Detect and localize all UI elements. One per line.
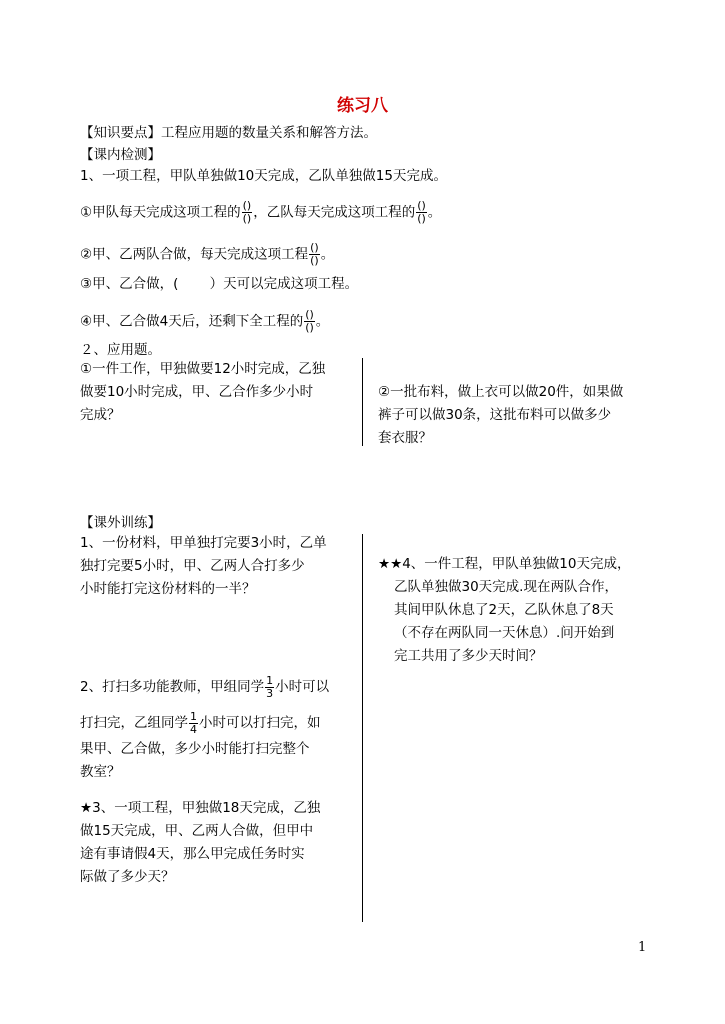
q1-sub3: ③甲、乙合做，( ）天可以完成这项工程。 <box>80 276 359 292</box>
app-problem-2 <box>378 381 623 450</box>
q1-sub4-fraction <box>304 309 315 334</box>
app2-line: 裤子可以做30条，这批布料可以做多少 <box>378 407 612 423</box>
extra-problem-4 <box>378 553 630 668</box>
fraction-numerator: () <box>417 199 426 212</box>
ex2-text: 小时可以打扫完，如 <box>199 715 321 731</box>
ex2-line-4: 教室？ <box>80 764 121 780</box>
ex2-fraction-quarter <box>189 711 198 736</box>
knowledge-point: 【知识要点】工程应用题的数量关系和解答方法。 <box>80 125 377 141</box>
ex2-line-1 <box>80 670 329 704</box>
q1-sub2-end: 。 <box>320 246 335 263</box>
fraction-denominator: () <box>417 212 426 225</box>
column-divider-bottom <box>362 534 363 922</box>
ex2-line-3: 果甲、乙合做，多少小时能打扫完整个 <box>80 741 310 757</box>
fraction-denominator: () <box>242 212 252 225</box>
q1-sub2-text: ②甲、乙两队合做，每天完成这项工程 <box>80 246 309 263</box>
app1-line: ①一件工作，甲独做要12小时完成，乙独 <box>80 361 326 377</box>
app1-line: 做要10小时完成，甲、乙合作多少小时 <box>80 384 314 400</box>
ex3-line: 做15天完成，甲、乙两人合做，但甲中 <box>80 823 314 839</box>
fraction-numerator: () <box>242 199 252 212</box>
ex2-text: 2、打扫多功能教师，甲组同学 <box>80 679 265 695</box>
ex3-line: 途有事请假4天，那么甲完成任务时实 <box>80 846 305 862</box>
extra-training-header: 【课外训练】 <box>80 515 161 531</box>
q1-sub4-end: 。 <box>315 313 330 330</box>
q1-sub4-text: ④甲、乙合做4天后，还剩下全工程的 <box>80 313 304 330</box>
extra-problem-2 <box>80 670 329 784</box>
fraction-denominator: () <box>305 321 314 334</box>
fraction-numerator: 1 <box>190 709 197 723</box>
ex4-line: 乙队单独做30天完成.现在两队合作， <box>394 579 618 595</box>
q1-sub1 <box>80 200 441 225</box>
q1-sub4 <box>80 309 329 334</box>
fraction-numerator: 1 <box>266 673 274 687</box>
ex4-line: （不存在两队同一天休息）.问开始到 <box>394 625 615 641</box>
q1-sub2 <box>80 242 334 267</box>
ex2-text: 小时可以 <box>275 679 330 695</box>
page-title: 练习八 <box>337 96 388 116</box>
fraction-denominator: 3 <box>266 686 274 700</box>
app2-line: 套衣服？ <box>378 430 432 446</box>
q2-header: ２、应用题。 <box>80 342 161 358</box>
q1-sub1-fraction-b <box>416 200 427 225</box>
ex2-text: 打扫完，乙组同学 <box>80 715 188 731</box>
fraction-denominator: 4 <box>190 722 197 736</box>
ex2-fraction-third <box>265 675 274 700</box>
ex4-line: ★★4、一件工程，甲队单独做10天完成， <box>378 556 631 572</box>
app2-line: ②一批布料，做上衣可以做20件，如果做 <box>378 384 624 400</box>
q1-stem: 1、一项工程，甲队单独做10天完成，乙队单独做15天完成。 <box>80 168 447 184</box>
q1-sub2-fraction <box>309 242 320 267</box>
column-divider-top <box>362 358 363 446</box>
ex1-line: 1、一份材料，甲单独打完要3小时，乙单 <box>80 535 327 551</box>
q1-sub1-text-b: ，乙队每天完成这项工程的 <box>253 204 416 221</box>
ex3-line: ★3、一项工程，甲独做18天完成，乙独 <box>80 800 321 816</box>
page-number: 1 <box>638 940 647 955</box>
extra-problem-3 <box>80 797 320 889</box>
ex1-line: 独打完要5小时，甲、乙两人合打多少 <box>80 558 305 574</box>
ex4-line: 其间甲队休息了2天，乙队休息了8天 <box>394 602 614 618</box>
fraction-numerator: () <box>310 241 319 254</box>
q1-sub1-fraction-a <box>242 200 253 225</box>
extra-problem-1 <box>80 532 327 601</box>
ex2-line-2 <box>80 706 329 740</box>
app-problem-1 <box>80 358 325 427</box>
in-class-header: 【课内检测】 <box>80 147 161 163</box>
fraction-denominator: () <box>310 254 319 267</box>
ex1-line: 小时能打完这份材料的一半？ <box>80 581 256 597</box>
fraction-numerator: () <box>305 308 314 321</box>
ex3-line: 际做了多少天？ <box>80 869 175 885</box>
ex4-line: 完工共用了多少天时间？ <box>394 648 543 664</box>
q1-sub1-end: 。 <box>427 204 442 221</box>
q1-sub1-text-a: ①甲队每天完成这项工程的 <box>80 204 241 221</box>
app1-line: 完成？ <box>80 407 121 423</box>
